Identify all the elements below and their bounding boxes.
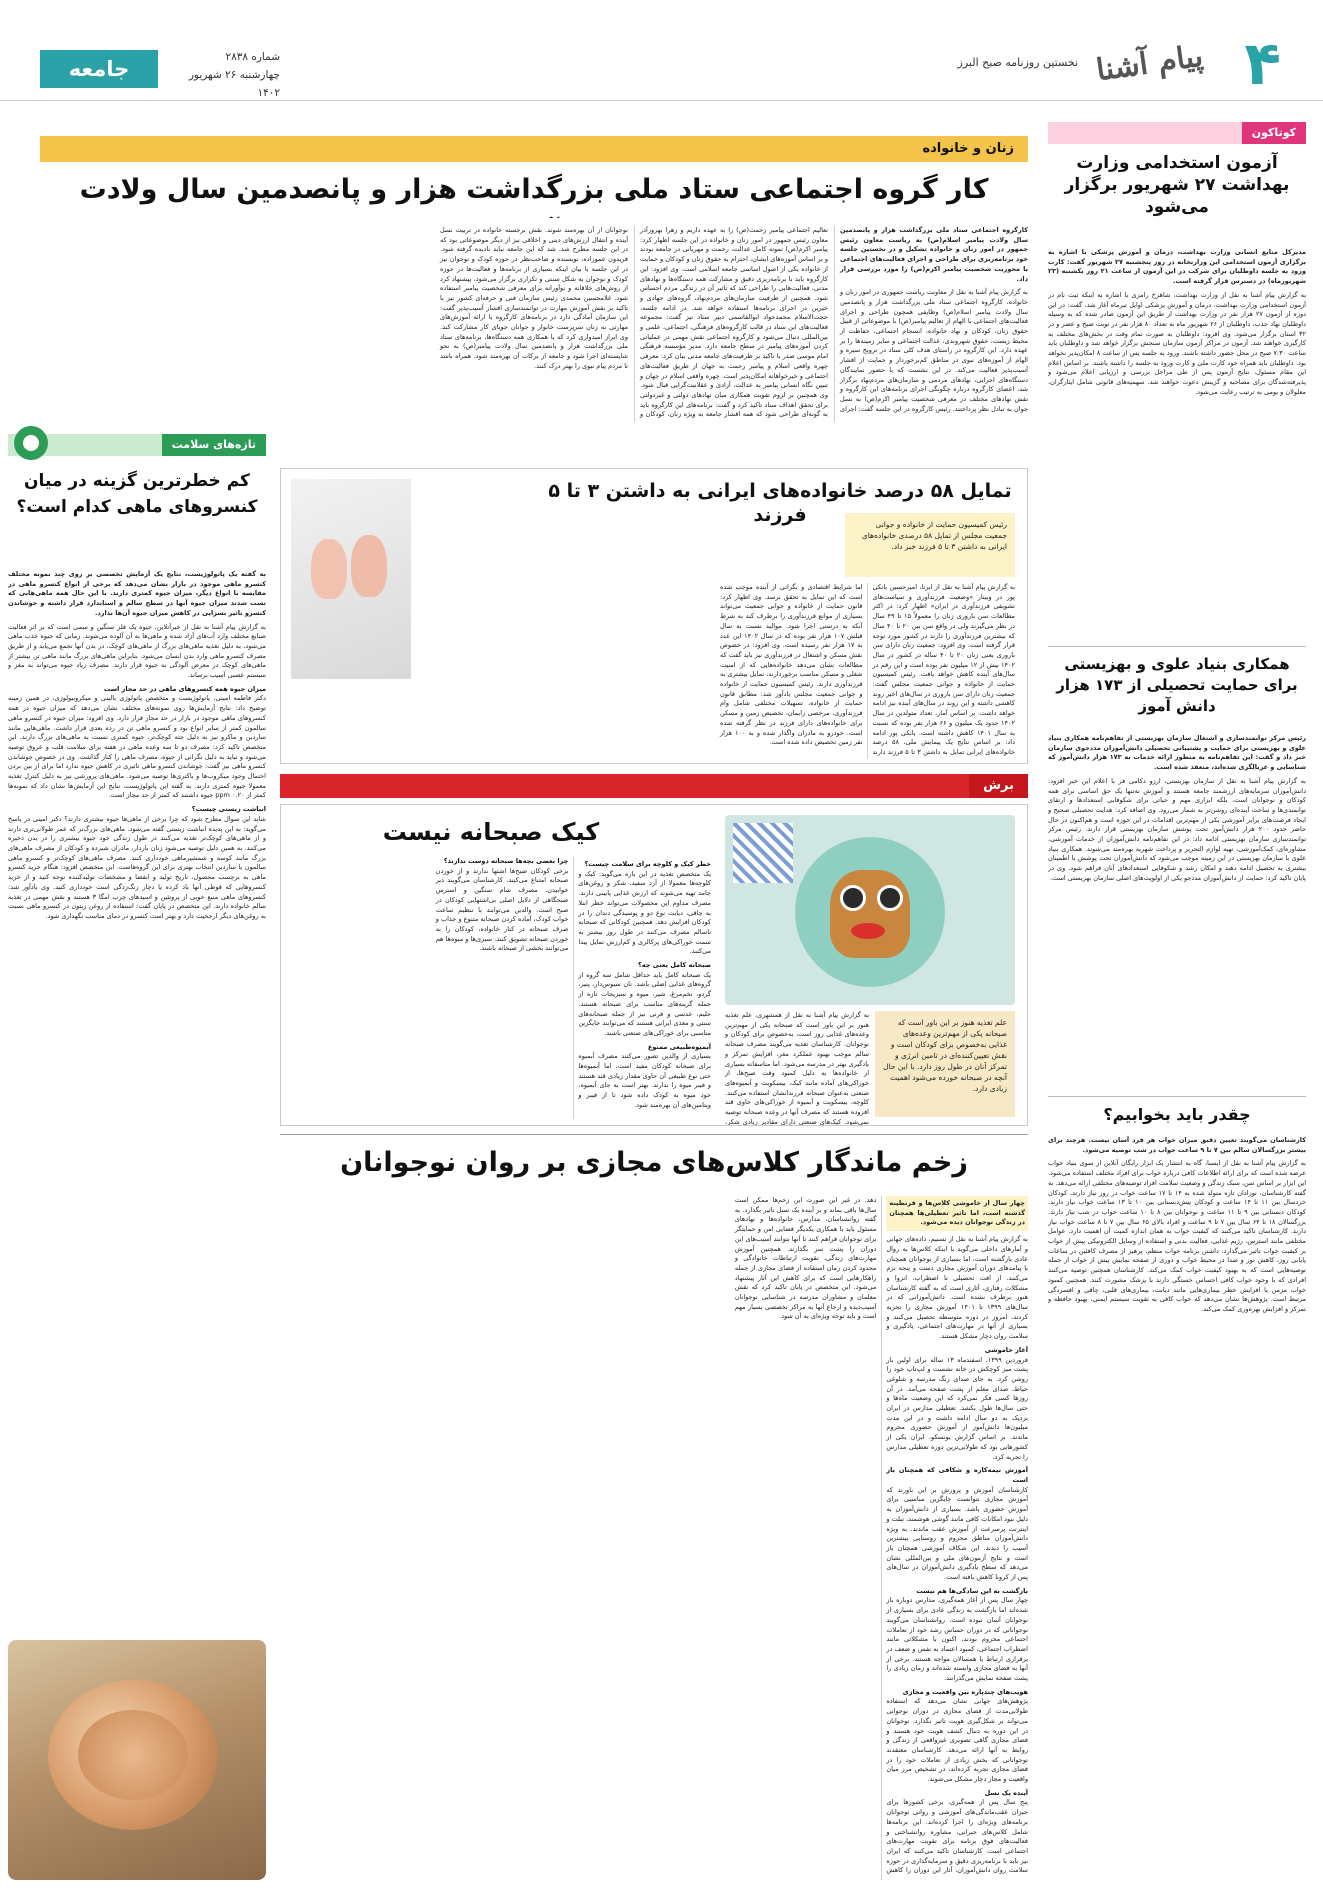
newspaper-logo: پیام آشنا [1093,38,1205,89]
breakfast-subhead-3: آبمیوه‌طبیعی ممنوع [647,1042,711,1051]
breakfast-subhead-4: چرا بعضی بچه‌ها صبحانه دوست ندارند؟ [443,857,569,865]
breakfast-body-5: برخی کودکان صبح‌ها اشتها ندارند و از خوردن صبحانه امتناع می‌کنند. کارشناسان می‌گویند دیر خوابیدن، مصرف شام سنگین و استرس صبحگاهی از دلایل اصلی بی‌اشتهایی کودکان در صبح است. والدین می‌توانند با تنظیم ساعت خواب کودک، آماده کردن صبحانه متنوع و جذاب و صرف صبحانه در کنار خانواده، کودکان را به خوردن صبحانه تشویق کنند. سبزی‌ها و میوه‌ها هم می‌توانند بخشی از صبحانه باشند. [435,866,569,953]
sidebar-story1-headline [1048,152,1306,240]
survey-article-box [280,468,1028,764]
main-body-3: کارشناسان آموزش و پرورش بر این باورند که آموزش مجازی نتوانست جایگزین مناسبی برای آموزش حضوری باشد. بسیاری از دانش‌آموزان به دلیل نبود امکانات کافی مانند گوشی هوشمند، تبلت و اینترنت پرسرعت از آموزش عقب ماندند. به ویژه دانش‌آموزان مناطق محروم و روستایی بیشترین آسیب را دیدند. این شکاف آموزشی همچنان باز است و نتایج آزمون‌های ملی و بین‌المللی نشان می‌دهد که سطح یادگیری دانش‌آموزان در سال‌های پس از کرونا کاهش یافته است. [886,1485,1028,1582]
story-lead: کارشناسان می‌گویند تعیین دقیق میزان خواب هر فرد آسان نیست. هرچند برای بیشتر بزرگسالان سالم بین ۷ تا ۹ ساعت خواب در شب توصیه می‌شود. [1048,1136,1306,1154]
breakfast-lead: علم تغذیه هنوز بر این باور است که صبحانه یکی از مهم‌ترین وعده‌های غذایی به‌خصوص برای کودکان است و نقش تعیین‌کننده‌ای در تامین انرژی و تمرکز آنان در طول روز دارد. با این حال آنچه در صبحانه خورده می‌شود اهمیت زیادی دارد. [875,1011,1015,1117]
section-bar-women-family [40,136,1028,162]
main-body-2: فروردین ۱۳۹۹، اسفندماه ۱۳ ساله برای اولین بار پشت میز کوچکش در خانه نشست و لپ‌تاپ خود را روشن کرد. به جای صدای زنگ مدرسه و شلوغی حیاط، صدای معلم از پشت صفحه می‌آمد. در آن روزها کسی فکر نمی‌کرد که این وضعیت ماه‌ها و حتی سال‌ها طول بکشد. تعطیلی مدارس در ایران نزدیک به دو سال ادامه داشت و در این مدت میلیون‌ها دانش‌آموز از آموزش حضوری محروم ماندند. بر اساس گزارش یونسکو، ایران یکی از کشورهایی بود که طولانی‌ترین دوره تعطیلی مدارس را تجربه کرد. [886,1355,1028,1461]
health-sidebar-header [8,426,266,464]
breakfast-headline: کیک صبحانه نیست [382,818,600,846]
breakfast-body-columns [293,857,711,1119]
page-number: ۴ [1244,29,1281,99]
main-article-divider [280,1134,1028,1135]
story-body: به گزارش پیام آشنا به نقل از وزارت بهداشت، شاهرخ رامزی با اشاره به اینکه ثبت نام در آزمون استخدامی وزارت بهداشت، درمان و آموزش پزشکی اوایل تیرماه آغاز شد، گفت: در این دوره از آزمون ۲۷ هزار نفر در وزارت بهداشت از طریق این آزمون صادر شده که به وسیله داوطلبان نهاد جذب، داوطلبان از ۲۶ شهریور ماه به تعداد ۸۰ هزار نفر در نوبت صبح و عصر و در ۳۲ استان برگزار می‌شود. وی افزود: داوطلبان به صورت تمام وقت در بخش‌های مختلف به کارگیری خواهند شد. آزمون در مراکز آزمون سازمان سنجش برگزار خواهد شد و داوطلبان باید ساعت ۷:۳۰ صبح در محل حضور داشته باشند. ورود به جلسه پس از ساعت ۸ امکان‌پذیر نخواهد بود. داوطلبان باید همراه خود کارت ملی و کارت ورود به جلسه را داشته باشند. بر اساس اعلام این مقام مسئول، نتایج آزمون پس از طی مراحل بررسی و ارزیابی اعلام می‌شود و پذیرفته‌شدگان برای مصاحبه و گزینش دعوت خواهند شد. سهمیه‌های قانونی شامل ایثارگران، معلولان و بومی به ترتیب رعایت می‌شود. [1048,290,1306,396]
section1-article-body [40,226,1028,422]
main-headline: زخم ماندگار کلاس‌های مجازی بر روان نوجوانان [340,1147,968,1178]
sidebar-tab: کوتاکون [1242,122,1306,144]
breakfast-subhead-2: صبحانه کامل یعنی چه؟ [637,961,711,970]
breakfast-body-right: به گزارش پیام آشنا به نقل از همشهری، علم تغذیه هنوز بر این باور است که صبحانه یکی از مهم‌ترین وعده‌های غذایی روز است، به‌خصوص برای کودکان و نوجوانان. کارشناسان تغذیه می‌گویند مصرف صبحانه سالم موجب بهبود عملکرد مغز، افزایش تمرکز و یادگیری بهتر در مدرسه می‌شود. اما متاسفانه بسیاری از خانواده‌ها به دلیل کمبود وقت صبح‌ها، از خوراکی‌های آماده مانند کیک، بیسکویت و آبمیوه‌های صنعتی به‌عنوان صبحانه فرزندانشان استفاده می‌کنند. کلوچه، بیسکویت و آبمیوه از خوراکی‌های حاوی قند افزوده هستند که مصرف آنها در وعده صبحانه توصیه نمی‌شود. کیک‌های صنعتی دارای مقادیر زیادی شکر، [725,1011,869,1126]
breakfast-body-4: بسیاری از والدین تصور می‌کنند مصرف آبمیوه برای صبحانه کودکان مفید است، اما آبمیوه‌ها حتی نوع طبیعی آن حاوی مقدار زیادی قند هستند و فیبر میوه را ندارند. بهتر است به جای آبمیوه، خود میوه به کودک داده شود تا از فیبر و ویتامین‌های آن بهره‌مند شود. [578,1052,711,1109]
health-article-text [8,570,266,1630]
main-subhead-4: هویت‌های چندپاره بین واقعیت و مجازی [902,1687,1028,1696]
story-body: به گزارش پیام آشنا به نقل از سازمان بهزیستی، ارزو دکامی فر با اعلام این خبر افزود: دانش‌آموزان سرمایه‌های ارزشمند جامعه هستند و آموزش نه‌تنها یک حق اساسی برای همه کودکان و نوجوانان است، بلکه ابزاری مهم و حیاتی برای شکوفایی استعدادها و ارتقای توانمندی‌ها و ساخت آینده‌ای روشن‌تر به شمار می‌رود. وی اضافه کرد: هدایت تحصیلی صحیح و ایجاد فرصت‌های برابر آموزشی یکی از مهم‌ترین اقدامات در این حوزه است و هم‌اکنون در حال حاضر حدود ۲۰۰ هزار دانش‌آموز تحت پوشش سازمان بهزیستی قرار دارند. رئیس مرکز توانمندسازی سازمان بهزیستی ادامه داد: در این تفاهم‌نامه دانش‌آموزان از خدمات آموزشی، مشاوره‌ای، کمک‌آموزشی، تهیه لوازم التحریر و پرداخت شهریه بهره‌مند می‌شوند. همکاری بنیاد علوی با سازمان بهزیستی در این زمینه موجب می‌شود که دانش‌آموزان تحت پوشش با اطمینان بیشتری به تحصیل ادامه دهند و امکان رشد و شکوفایی استعدادهای آنان فراهم شود. وی در پایان تاکید کرد: حمایت از دانش‌آموزان مددجو یکی از اولویت‌های اصلی سازمان بهزیستی است. [1048,776,1306,882]
health-subhead-1: میزان جیوه همه کنسروهای ماهی در حد مجاز است [103,684,266,693]
baby-feet-photo [291,479,411,759]
breakfast-photo [725,815,1015,1005]
story-headline: آزمون استخدامی وزارت بهداشت ۲۷ شهریور برگزار می‌شود [1064,153,1290,217]
masthead-divider [0,100,1323,101]
sidebar-story2-text [1048,734,1306,1090]
sidebar-story2-headline [1048,654,1306,726]
sidebar-divider [1048,1096,1306,1097]
health-lead: به گفته یک پاتولوژیست، نتایج یک آزمایش تخصصی بر روی چند نمونه مختلف کنسرو ماهی موجود در بازار نشان می‌دهد که برخی از انواع کنسرو ماهی در مقایسه با انواع دیگر، میزان جیوه کمتری دارند. با این حال همه ماهی‌هایی که تست شدند میزان جیوه آنها در سطح سالم و استاندارد قرار داشته و جوشاندن کنسرو تاثیر بسزایی در کاهش میزان جیوه آن‌ها ندارد. [8,570,266,617]
section-title: جامعه [40,50,158,88]
story-lead: رئیس مرکز توانمندسازی و اشتغال سازمان بهزیستی از تفاهم‌نامه همکاری بنیاد علوی و بهزیستی برای حمایت و پشتیبانی تحصیلی دانش‌آموزان مددجوی سازمان خبر داد و گفت: این تفاهم‌نامه به منظور ارائه خدمات به ۱۷۳ هزار دانش‌آموز که شناسایی و غربالگری شده‌اند، منعقد شده است. [1048,734,1306,772]
newspaper-slogan: نخستین روزنامه صبح البرز [957,56,1078,69]
issue-number: شماره ۲۸۳۸ [225,51,280,63]
main-subhead-2: آموزش نیمه‌کاره و شکافی که همچنان باز است [886,1466,1028,1484]
main-body-5: پژوهش‌های جهانی نشان می‌دهد که استفاده طولانی‌مدت از فضای مجازی در دوران نوجوانی می‌تواند بر شکل‌گیری هویت تاثیر بگذارد. نوجوانان در این دوره به دنبال کشف هویت خود هستند و فضای مجازی گاهی تصویری غیرواقعی از زندگی و روابط به آنها ارائه می‌دهد. کارشناسان معتقدند نوجوانانی که بخش زیادی از تعاملات خود را در فضای مجازی تجربه کرده‌اند، در تشخیص مرز میان واقعیت و مجاز دچار مشکل می‌شوند. [886,1697,1028,1784]
sidebar-divider [1048,646,1306,647]
survey-lead: رئیس کمیسیون حمایت از خانواده و جوانی جمعیت مجلس از تمایل ۵۸ درصدی خانواده‌های ایرانی به داشتن ۳ تا ۵ فرزند خبر داد. [845,513,1015,577]
article-headline: کار گروه اجتماعی ستاد ملی بزرگداشت هزار و پانصدمین سال ولادت [79,174,989,205]
article-body: به گزارش پیام آشنا به نقل از معاونت ریاست جمهوری در امور زنان و خانواده، کارگروه اجتماعی ستاد ملی بزرگداشت هزار و پانصدمین سال ولادت پیامبر اسلام(ص) وظایفی همچون طراحی و اجرای فعالیت‌های اجتماعی با الهام از تعالیم پیامبر(ص) با موضوعاتی از قبیل حقوق زنان، کودکان و نهاد خانواده، انسجام اجتماعی، حفاظت از محیط زیست، حقوق شهروندی، عدالت اجتماعی و سایر زمینه‌ها را بر عهده دارد. این کارگروه در راستای هدف کلی ستاد در ترویج سیره و الهام از آموزه‌های نبوی در مناطق کم‌برخوردار و حمایت از اقشار آسیب‌پذیر فعالیت می‌کند. در این نشست که با حضور نمایندگان دستگاه‌های اجرایی، نهادهای مردمی و سازمان‌های مردم‌نهاد برگزار شد، اعضای کارگروه درباره چگونگی اجرای برنامه‌های این کارگروه و نقش نهادهای مختلف در معرفی شخصیت پیامبر اکرم(ص) به نسل جوان به تبادل نظر پرداختند. رئیس کارگروه در این جلسه گفت: اجرای تعالیم اجتماعی پیامبر رحمت(ص) را به عهده داریم و زهرا بهروزآذر معاون رئیس جمهور در امور زنان و خانواده در این جلسه اظهار کرد: پیامبر اکرم(ص) نمونه کامل عدالت، رحمت و مهربانی در جامعه بودند و بر اساس آموزه‌های ایشان، احترام به حقوق زنان و کودکان و حمایت از خانواده یکی از اصول اساسی جامعه اسلامی است. وی افزود: این کارگروه باید با برنامه‌ریزی دقیق و مشارکت همه دستگاه‌ها و نهادهای مدنی، فعالیت‌هایی را طراحی کند که تاثیر آن در زندگی مردم احساس شود. همچنین از ظرفیت سازمان‌های مردم‌نهاد، گروه‌های جهادی و خیرین در اجرای برنامه‌ها استفاده خواهد شد. در ادامه جلسه، حجت‌الاسلام محمدجواد ابوالقاسمی دبیر ستاد نیز گفت: مجموعه فعالیت‌های این ستاد در قالب کارگروه‌های فرهنگی، اجتماعی، علمی و بین‌المللی دنبال می‌شود و کارگروه اجتماعی نقش مهمی در عملیاتی کردن آموزه‌های پیامبر در سطح جامعه دارد. مدیر مؤسسه فرهنگی امام موسی صدر با تاکید بر ظرفیت‌های جامعه مدنی بیان کرد: معرفی چهره واقعی اسلام و پیامبر رحمت به جهان از طریق فعالیت‌های اجتماعی و خیرخواهانه امکان‌پذیر است. چهره واقعی اسلام در جهان و تبیین نگاه انسانی پیامبر به عدالت، آزادی و عقلانیت‌گرایی قبال شود. وی همچنین بر لزوم تقویت همکاری میان نهادهای دولتی و غیردولتی برای تحقق اهداف ستاد تاکید کرد و گفت: برنامه‌های این کارگروه باید به گونه‌ای طراحی شود که همه اقشار جامعه به ویژه زنان، کودکان و نوجوانان از آن بهره‌مند شوند. نقش برجسته خانواده در تربیت نسل آینده و انتقال ارزش‌های دینی و اخلاقی نیز از دیگر موضوعاتی بود که در این جلسه مطرح شد. شد که این جامعه نباید نادیده گرفته شود. فریدون عموزاده، نویسنده و صاحب‌نظر در حوزه کودک و نوجوان نیز در این جلسه با بیان اینکه بسیاری از برنامه‌ها و فعالیت‌ها در حوزه کودک و نوجوان به شکل سنتی و تکراری برگزار می‌شود، پیشنهاد کرد از روش‌های خلاقانه و نوآورانه برای معرفی شخصیت پیامبر استفاده شود. غلامحسین محمدی رئیس سازمان فنی و حرفه‌ای کشور نیز با تاکید بر نقش آموزش مهارت در توانمندسازی اقشار آسیب‌پذیر گفت: این سازمان آمادگی دارد در برنامه‌های کارگروه با ارائه آموزش‌های مهارتی به زنان سرپرست خانوار و جوانان جویای کار مشارکت کند. وی ابراز امیدواری کرد که با همکاری همه دستگاه‌ها، برنامه‌های ستاد ملی بزرگداشت هزار و پانصدمین سال ولادت پیامبر(ص) به نحو شایسته‌ای اجرا شود و جامعه از برکات آن بهره‌مند شود. همراه باشد تا مردم پیام نبوی را بهتر درک کنند. [440,226,1028,419]
main-subhead-1: آغاز خاموشی [984,1345,1028,1354]
main-lead: چهار سال از خاموشی کلاس‌ها و قرنطینه گذشته است، اما تاثیر تعطیلی‌ها همچنان در زندگی نوجوانان دیده می‌شود. [886,1196,1028,1231]
masthead [0,0,1323,118]
survey-headline: تمایل ۵۸ درصد خانواده‌های ایرانی به داشتن ۳ تا ۵ فرزند [548,480,1012,526]
breakfast-subhead-1: خطر کیک و کلوچه برای سلامت چیست؟ [584,860,711,868]
main-headline-box [280,1140,1028,1190]
sidebar-story3-text [1048,1136,1306,1880]
health-tab: تازه‌های سلامت [162,434,266,456]
health-body-2: دکتر فاطمه امینی، پاتولوژیست و متخصص پاتولوژی بالینی و میکروبیولوژی، در همین زمینه توضیح داد: نتایج آزمایش‌ها روی نمونه‌های مختلف نشان می‌دهد که میزان جیوه در همه کنسروهای ماهی موجود در بازار در حد مجاز قرار دارد. وی افزود: میزان جیوه در کنسرو ماهی سالمون کمتر از سایر انواع بود و کنسرو ماهی تن در رده بعدی قرار داشت. ماهی‌هایی مانند ساردین و ماکرو نیز به دلیل جثه کوچک‌تر، جیوه کمتری نسبت به ماهی‌های بزرگ دارند. این متخصص تاکید کرد: مصرف دو تا سه وعده ماهی در هفته برای سلامت قلب و عروق توصیه می‌شود و نباید به دلیل نگرانی از جیوه، مصرف ماهی را کنار گذاشت. وی در خصوص جوشاندن کنسرو ماهی نیز گفت: جوشاندن کنسرو ماهی تاثیری در کاهش جیوه ندارد اما برای از بین بردن احتمال وجود میکروب‌ها و باکتری‌ها توصیه می‌شود. ماهی‌های پرورشی نیز به دلیل کنترل تغذیه معمولا جیوه کمتری دارند. به گفته این پاتولوژیست، نتایج این آزمایش‌ها نشان داد که نمونه‌ها کمتر از ۰.۲۰ ppm جیوه داشتند که کمتر از حد مجاز است. [8,694,266,800]
health-headline: کم خطرترین گزینه در میان کنسروهای ماهی کدام است؟ [16,471,258,517]
sidebar-header [1048,122,1306,144]
breakfast-body-2: یک متخصص تغذیه در این باره می‌گوید: کیک و کلوچه‌ها معمولا از آرد سفید، شکر و روغن‌های جامد تهیه می‌شوند که ارزش غذایی پایینی دارند. مصرف مداوم این محصولات می‌تواند خطر ابتلا به چاقی، دیابت نوع دو و پوسیدگی دندان را در کودکان افزایش دهد. همچنین کودکانی که صبحانه ناسالم مصرف می‌کنند در طول روز بیشتر به سمت خوراکی‌های پرکالری و کم‌ارزش تمایل پیدا می‌کنند. [578,869,711,956]
section-label: زنان و خانواده [908,136,1028,162]
health-body-1: به گزارش پیام آشنا به نقل از خبرآنلاین، جیوه یک فلز سنگین و سمی است که بر اثر فعالیت صنایع مختلف وارد آب‌های آزاد شده و ماهی‌ها به آن آلوده می‌شوند. زمانی که جیوه جذب ماهی می‌شود، به دلیل تغذیه ماهی‌های بزرگ از ماهی‌های کوچک، در بدن آنها تجمع می‌یابد و از طریق مصرف کنسرو ماهی وارد بدن انسان می‌شود. بنابراین ماهی‌های بزرگ مانند ماهی تن بیشتر از ماهی‌های کوچک در معرض آلودگی به جیوه قرار دارند. مصرف زیاد جیوه می‌تواند به مغز و سیستم عصبی آسیب برساند. [8,622,266,680]
breakfast-article-box [280,804,1028,1126]
health-headline-box [8,468,266,564]
main-body-6: پنج سال پس از همه‌گیری، برخی کشورها برای جبران عقب‌ماندگی‌های آموزشی و روانی نوجوانان برنامه‌های ویژه‌ای را اجرا کرده‌اند. این برنامه‌ها شامل کلاس‌های جبرانی، مشاوره روانشناختی و فعالیت‌های فوق برنامه برای تقویت مهارت‌های اجتماعی است. کارشناسان تاکید می‌کنند که ایران نیز باید با برنامه‌ریزی دقیق و سرمایه‌گذاری در حوزه سلامت روان دانش‌آموزان، آثار این دوران را کاهش دهد. در غیر این صورت این زخم‌ها ممکن است سال‌ها باقی بماند و بر آینده یک نسل تاثیر بگذارد. به گفته روانشناسان، مدارس، خانواده‌ها و نهادهای مسئول باید با همکاری یکدیگر فضایی امن و حمایتگر برای نوجوانان فراهم کنند تا آنها بتوانند آسیب‌های این دوران را پشت سر بگذارند. همچنین آموزش مهارت‌های زندگی، تقویت ارتباطات خانوادگی و محدود کردن زمان استفاده از فضای مجازی از جمله راهکارهایی است که برای کاهش این آثار پیشنهاد می‌شود. این متخصص در پایان تاکید کرد که نقش معلمان و مشاوران مدرسه در شناسایی نوجوانان آسیب‌دیده و ارجاع آنها به مراکز تخصصی بسیار مهم است و باید توجه ویژه‌ای به آن شود. [734,1196,1028,1875]
section-label: برش [969,774,1028,798]
main-body: به گزارش پیام آشنا به نقل از تسنیم، داده‌های جهانی و آمارهای داخلی می‌گوید با اینکه کلاس‌ها به روال عادی بازگشته است، اما بسیاری از نوجوانان همچنان با پیامدهای دوران آموزش مجازی دست و پنجه نرم می‌کنند. از افت تحصیلی تا اضطراب، انزوا و مشکلات رفتاری، آثاری است که به گفته کارشناسان هنوز برطرف نشده است. دانش‌آموزانی که در سال‌های ۱۳۹۹ تا ۱۴۰۱ آموزش مجازی را تجربه کردند، امروز در دوره متوسطه تحصیل می‌کنند و بسیاری از آنها در مهارت‌های اجتماعی، یادگیری و سلامت روان دچار مشکل هستند. [886,1235,1028,1341]
story-lead: مدیرکل منابع انسانی وزارت بهداشت، درمان و آموزش پزشکی با اشاره به برگزاری آزمون استخدامی این وزارتخانه در روز پنجشنبه ۲۷ شهریور گفت: کارت ورود به جلسه داوطلبان برای شرکت در این آزمون از ساعت ۲۱ روز یکشنبه (۲۳ شهریورماه) در دسترس قرار گرفته است. [1048,248,1306,286]
survey-body: به گزارش پیام آشنا به نقل از ایرنا، امیرحسین بانکی پور در وبینار «وضعیت فرزندآوری و سیاست‌های تشویقی فرزندآوری در ایران» اظهار کرد: در اکثر مطالعات سن باروری زنان را معمولاً ۱۵ تا ۴۹ سال در نظر می‌گیرند ولی در واقع سن بین ۲۰ تا ۴۰ سال که بیشترین فرزندآوری را دارند در کشور مورد توجه قرار گرفته است. وی افزود: جمعیت زنان دارای سن باروری یعنی زنان ۲۰ تا ۴۰ ساله در کشور در سال ۱۴۰۲ بیش از ۱۲ میلیون نفر بوده است و این رقم در سال‌های آینده کاهش خواهد یافت. رئیس کمیسیون حمایت از خانواده و جوانی جمعیت مجلس گفت: جمعیت زنان دارای سن باروری در سال‌های اخیر روند کاهشی داشته و این روند در سال‌های آینده نیز ادامه خواهد داشت. بر اساس آمار، تعداد متولدین در سال ۱۴۰۲ حدود یک میلیون و ۶۶ هزار نفر بوده که نسبت به سال ۱۴۰۱ کاهش داشته است. بانکی پور ادامه داد: بر اساس نتایج یک پیمایش ملی، ۵۸ درصد خانواده‌های ایرانی تمایل به داشتن ۳ تا ۵ فرزند دارند اما شرایط اقتصادی و نگرانی از آینده موجب شده است که این تمایل به تحقق نرسد. وی اظهار کرد: قانون حمایت از خانواده و جوانی جمعیت می‌تواند بسیاری از موانع فرزندآوری را برطرف کند به شرط آنکه به درستی اجرا شود. موالید نسبت به سال قبلش ۱۰۷ هزار نفر بوده که در سال ۱۴۰۲ این عدد به ۱۷ هزار نفر رسیده است. وی افزود: در خصوص نقش مسکن و اشتغال در فرزندآوری نیز باید گفت که مطالعات نشان می‌دهد خانواده‌هایی که از امنیت شغلی و مسکن مناسب برخوردارند، تمایل بیشتری به فرزندآوری دارند. رئیس کمیسیون حمایت از خانواده و جوانی جمعیت مجلس یادآور شد: مطابق قانون حمایت از خانواده، تسهیلات مختلفی شامل وام فرزندآوری، مرخصی زایمان، تخصیص زمین و مسکن برای خانواده‌های دارای فرزند در نظر گرفته شده است. خودرو به مادران واگذار شده و به ۱۰۰ هزار نفر زمین تخصیص داده شده است. [720,583,1016,756]
issue-info [170,48,280,102]
main-article-body [280,1196,1028,1880]
story-headline: چقدر باید بخوابیم؟ [1103,1105,1251,1124]
section-bar-cut [280,774,1028,798]
health-subhead-2: انباشت زیستی چیست؟ [191,805,266,814]
main-subhead-5: آینده یک نسل [984,1788,1028,1797]
story-headline: همکاری بنیاد علوی و بهزیستی برای حمایت تحصیلی از ۱۷۳ هزار دانش آموز [1056,655,1298,715]
sidebar-story3-headline [1048,1104,1306,1130]
health-body-3: شاید این سوال مطرح شود که چرا برخی از ماهی‌ها جیوه بیشتری دارند؟ دکتر امینی در پاسخ می‌گوید: به این پدیده انباشت زیستی گفته می‌شود. ماهی‌های بزرگ‌تر که عمر طولانی‌تری دارند و از ماهی‌های کوچک‌تر تغذیه می‌کنند در طول زندگی خود جیوه بیشتری را در بدن ذخیره می‌کنند. به همین دلیل توصیه می‌شود زنان باردار، مادران شیرده و کودکان از مصرف ماهی‌های بزرگ مانند کوسه و شمشیرماهی خودداری کنند. مصرف ماهی‌های کوچک‌تر و کنسرو ماهی سالمون یا ساردین انتخاب بهتری برای این گروه‌هاست. این متخصص افزود: هنگام خرید کنسرو ماهی به برچسب محصول، تاریخ تولید و انقضا و مشخصات تولیدکننده توجه کنید و از خرید کنسروهایی که قوطی آنها باد کرده یا دچار زنگ‌زدگی است خودداری کنید. وی یادآور شد: کنسروهای ماهی منبع خوبی از پروتئین و اسیدهای چرب امگا ۳ هستند و نقش مهمی در تغذیه سالم خانواده دارند. این متخصص در پایان گفت: استفاده از روغن زیتون در کنسرو ماهی نسبت به روغن‌های دیگر ارجحیت دارد و بهتر است کنسرو در دمای مناسب نگهداری شود. [8,814,266,920]
main-body-4: چهار سال پس از آغاز همه‌گیری، مدارس دوباره باز شده‌اند اما بازگشت به زندگی عادی برای بسیاری از نوجوانان آسان نبوده است. روانشناسان می‌گویند نوجوانانی که در دوران حساس رشد خود از تعاملات اجتماعی محروم بودند، اکنون با مشکلاتی مانند اضطراب اجتماعی، کمبود اعتماد به نفس و ضعف در برقراری ارتباط با همسالان مواجه هستند. برخی از آنها به فضای مجازی وابسته شده‌اند و زمان زیادی را پشت صفحه نمایش می‌گذرانند. [886,1596,1028,1683]
sidebar-story1-text [1048,248,1306,640]
breakfast-body-3: یک صبحانه کامل باید حداقل شامل سه گروه از گروه‌های غذایی اصلی باشد. نان سبوس‌دار، پنیر، گردو، تخم‌مرغ، شیر، میوه و سبزیجات تازه از جمله گزینه‌های مناسب برای صبحانه هستند. حلیم، عدسی و فرنی نیز از جمله صبحانه‌های سنتی و مغذی ایرانی هستند که می‌توانند جایگزین مناسبی برای خوراکی‌های صنعتی باشند. [578,970,711,1037]
health-logo-icon [14,426,48,460]
story-body: به گزارش پیام آشنا به نقل از ایسنا، گاه به انتشار یک ابزار رایگان آنلاین از سوی بنیاد خواب عرضه شده است که برای ارائه اطلاعات کافی درباره خواب برای افراد مختلف استفاده می‌شود. این ابزار بر اساس سن، سبک زندگی و وضعیت سلامت افراد توصیه‌های مختلفی ارائه می‌دهد. به گفته کارشناسان، نوزادان تازه متولد شده به ۱۴ تا ۱۷ ساعت خواب در روز نیاز دارند، کودکان خردسال بین ۱۱ تا ۱۴ ساعت و کودکان پیش‌دبستانی بین ۱۰ تا ۱۳ ساعت خواب نیاز دارند. کودکان دبستانی بین ۹ تا ۱۱ ساعت و نوجوانان بین ۸ تا ۱۰ ساعت خواب در شب نیاز دارند. بزرگسالان ۱۸ تا ۶۴ سال بین ۷ تا ۹ ساعت و افراد بالای ۶۵ سال بین ۷ تا ۸ ساعت خواب نیاز دارند. کارشناسان تاکید می‌کنند که کیفیت خواب به همان اندازه کمیت آن اهمیت دارد. عوامل مختلفی مانند استرس، رژیم غذایی، فعالیت بدنی و استفاده از وسایل الکترونیکی پیش از خواب بر کیفیت خواب تاثیر می‌گذارد. داشتن برنامه خواب منظم، پرهیز از مصرف کافئین در ساعات پایانی روز، کاهش نور و صدا در محیط خواب و دوری از صفحه نمایش پیش از خواب از جمله توصیه‌هایی است که به بهبود کیفیت خواب کمک می‌کند. کارشناسان همچنین توصیه می‌کنند افرادی که با وجود خواب کافی احساس خستگی دارند با پزشک مشورت کنند. همچنین کمبود خواب مزمن با افزایش خطر بیماری‌هایی مانند دیابت، بیماری‌های قلبی، چاقی و افسردگی مرتبط است. پژوهش‌ها نشان می‌دهد که خواب کافی به تقویت سیستم ایمنی، بهبود حافظه و تمرکز و افزایش بهره‌وری کمک می‌کند. [1048,1159,1306,1313]
section1-headline-box [40,168,1028,218]
main-subhead-3: بازگشت به این سادگی‌ها هم نیست [916,1586,1028,1595]
issue-date: چهارشنبه ۲۶ شهریور ۱۴۰۲ [188,69,280,99]
article-lead: کارگروه اجتماعی ستاد ملی بزرگداشت هزار و پانصدمین سال ولادت پیامبر اسلام(ص) به ریاست معاون رئیس جمهور در امور زنان و خانواده تشکیل و در نخستین جلسه خود برنامه‌ریزی برای طراحی و اجرای فعالیت‌های اجتماعی با محوریت شخصیت پیامبر اکرم(ص) را مورد بررسی قرار داد. [840,226,1028,283]
canned-fish-image [8,1640,266,1880]
